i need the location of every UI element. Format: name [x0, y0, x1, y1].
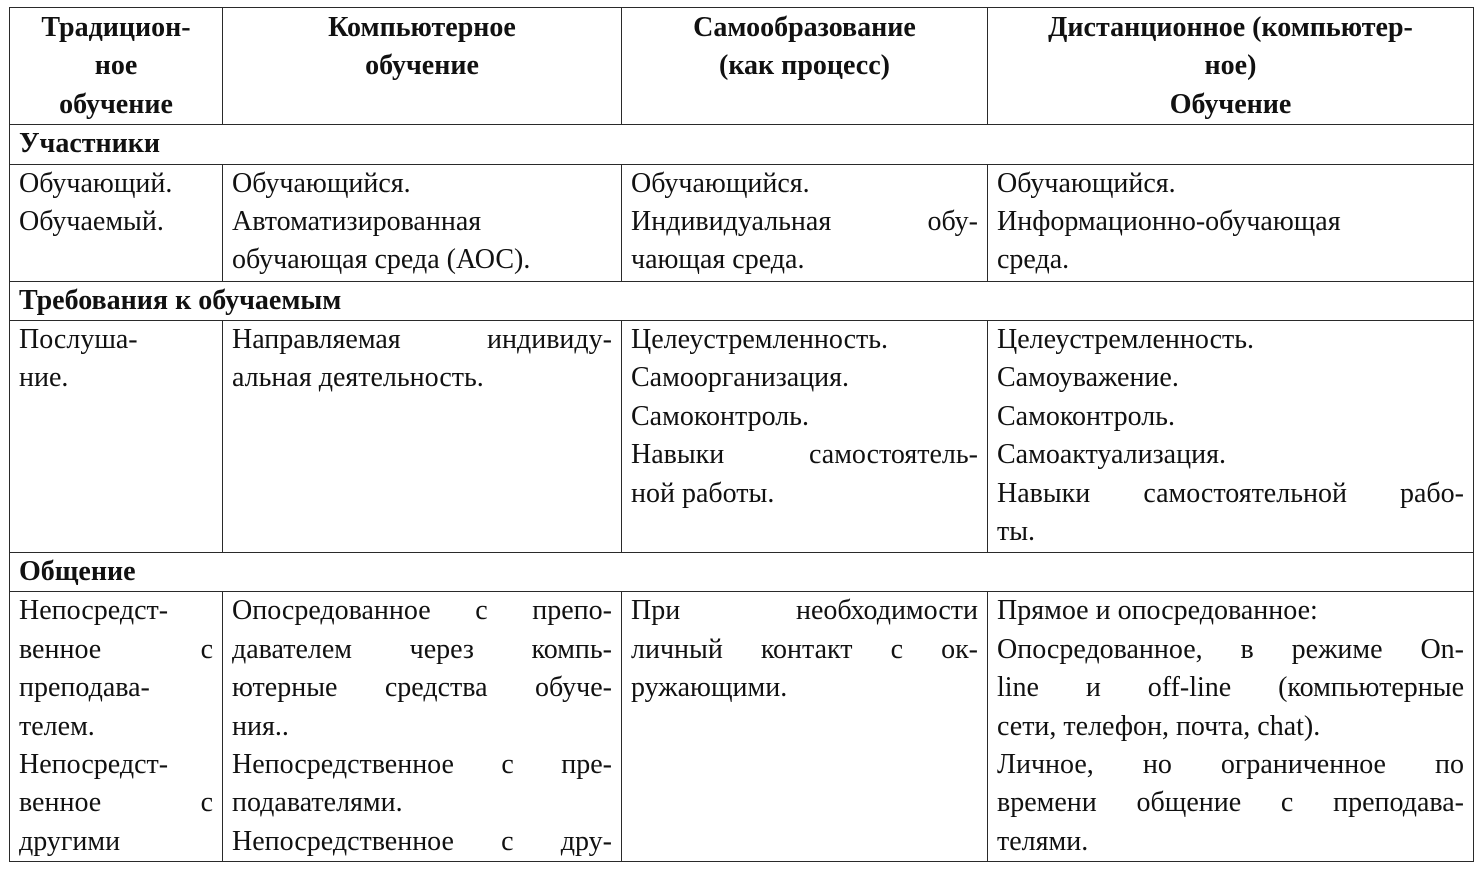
cell-line: Непосредственное с дру- [232, 825, 612, 857]
section-title-row [10, 281, 1474, 320]
header-line: ное [94, 50, 138, 82]
section-title: Общение [10, 553, 1474, 592]
cell-line: Прямое и опосредованное: [997, 595, 1318, 627]
cell-line: line и off-line (компьютерные [997, 672, 1464, 704]
cell-computer [223, 321, 622, 553]
header-line: Дистанционное (компьютер- [1048, 12, 1413, 43]
header-self-education [622, 8, 988, 125]
cell-line: Навыки самостоятельной рабо- [997, 477, 1464, 509]
cell-line: ружающими. [631, 672, 788, 704]
header-line: Обучение [1169, 88, 1292, 120]
section-body-row [10, 164, 1474, 281]
cell-line: Индивидуальная обу- [631, 206, 978, 238]
cell-line: венное с [19, 787, 213, 819]
cell-self-education [622, 592, 988, 862]
cell-line: Непосредственное с пре- [232, 749, 612, 781]
cell-line: Непосредст- [19, 749, 169, 781]
cell-line: ния.. [232, 710, 289, 742]
cell-traditional [10, 592, 223, 862]
header-line: обучение [59, 88, 173, 120]
cell-line: Самоконтроль. [997, 400, 1175, 432]
section-title-row [10, 553, 1474, 592]
header-line: Самообразование [693, 12, 916, 43]
cell-line: ние. [19, 362, 69, 394]
cell-line: Самоконтроль. [631, 400, 809, 432]
cell-line: альная деятельность. [232, 362, 484, 394]
cell-line: Опосредованное с препо- [232, 595, 612, 627]
cell-line: Самоактуализация. [997, 439, 1226, 471]
cell-line: Обучающийся. [997, 167, 1176, 199]
cell-line: чающая среда. [631, 244, 805, 276]
section-title: Требования к обучаемым [10, 281, 1474, 320]
comparison-table [9, 7, 1474, 862]
table-body [10, 8, 1474, 862]
cell-line: ты. [997, 516, 1036, 548]
cell-traditional [10, 164, 223, 281]
cell-line: времени общение с преподава- [997, 787, 1464, 819]
header-distance [988, 8, 1474, 125]
section-title: Участники [10, 125, 1474, 164]
cell-line: давателем через компь- [232, 633, 612, 665]
cell-line: подавателями. [232, 787, 403, 819]
cell-distance [988, 592, 1474, 862]
cell-line: Обучающий. [19, 167, 173, 199]
cell-line: ютерные средства обуче- [232, 672, 612, 704]
header-computer [223, 8, 622, 125]
cell-line: Обучающийся. [631, 167, 810, 199]
cell-line: Послуша- [19, 324, 138, 356]
header-row [10, 8, 1474, 125]
cell-self-education [622, 164, 988, 281]
header-line: Традицион- [41, 12, 191, 43]
cell-line: телями. [997, 825, 1089, 857]
cell-line: среда. [997, 244, 1070, 276]
cell-computer [223, 164, 622, 281]
header-traditional [10, 8, 223, 125]
cell-line: Целеустремленность. [997, 324, 1255, 356]
header-line: (как процесс) [719, 50, 890, 82]
cell-line: телем. [19, 710, 95, 742]
cell-line: Обучаемый. [19, 206, 164, 238]
cell-line: обучающая среда (АОС). [232, 244, 531, 276]
cell-computer [223, 592, 622, 862]
header-line: ное) [1204, 50, 1257, 82]
cell-line: Обучающийся. [232, 167, 411, 199]
section-body-row [10, 592, 1474, 862]
header-line: обучение [365, 50, 479, 82]
cell-line: Целеустремленность. [631, 324, 889, 356]
cell-line: Самоуважение. [997, 362, 1179, 394]
section-body-row [10, 321, 1474, 553]
cell-line: другими [19, 825, 121, 857]
cell-line: Опосредованное, в режиме On- [997, 633, 1464, 665]
cell-line: Автоматизированная [232, 206, 482, 238]
cell-line: Самоорганизация. [631, 362, 850, 394]
cell-line: сети, телефон, почта, chat). [997, 710, 1321, 742]
cell-line: Личное, но ограниченное по [997, 749, 1464, 781]
cell-line: преподава- [19, 672, 150, 704]
cell-line: ной работы. [631, 477, 775, 509]
cell-distance [988, 321, 1474, 553]
cell-line: личный контакт с ок- [631, 633, 978, 665]
cell-line: Навыки самостоятель- [631, 439, 978, 471]
cell-distance [988, 164, 1474, 281]
cell-line: Направляемая индивиду- [232, 324, 612, 356]
header-line: Компьютерное [328, 12, 516, 43]
cell-line: венное с [19, 633, 213, 665]
cell-line: Непосредст- [19, 595, 169, 627]
cell-line: Информационно-обучающая [997, 206, 1341, 238]
section-title-row [10, 125, 1474, 164]
cell-line: При необходимости [631, 595, 978, 627]
cell-traditional [10, 321, 223, 553]
cell-self-education [622, 321, 988, 553]
